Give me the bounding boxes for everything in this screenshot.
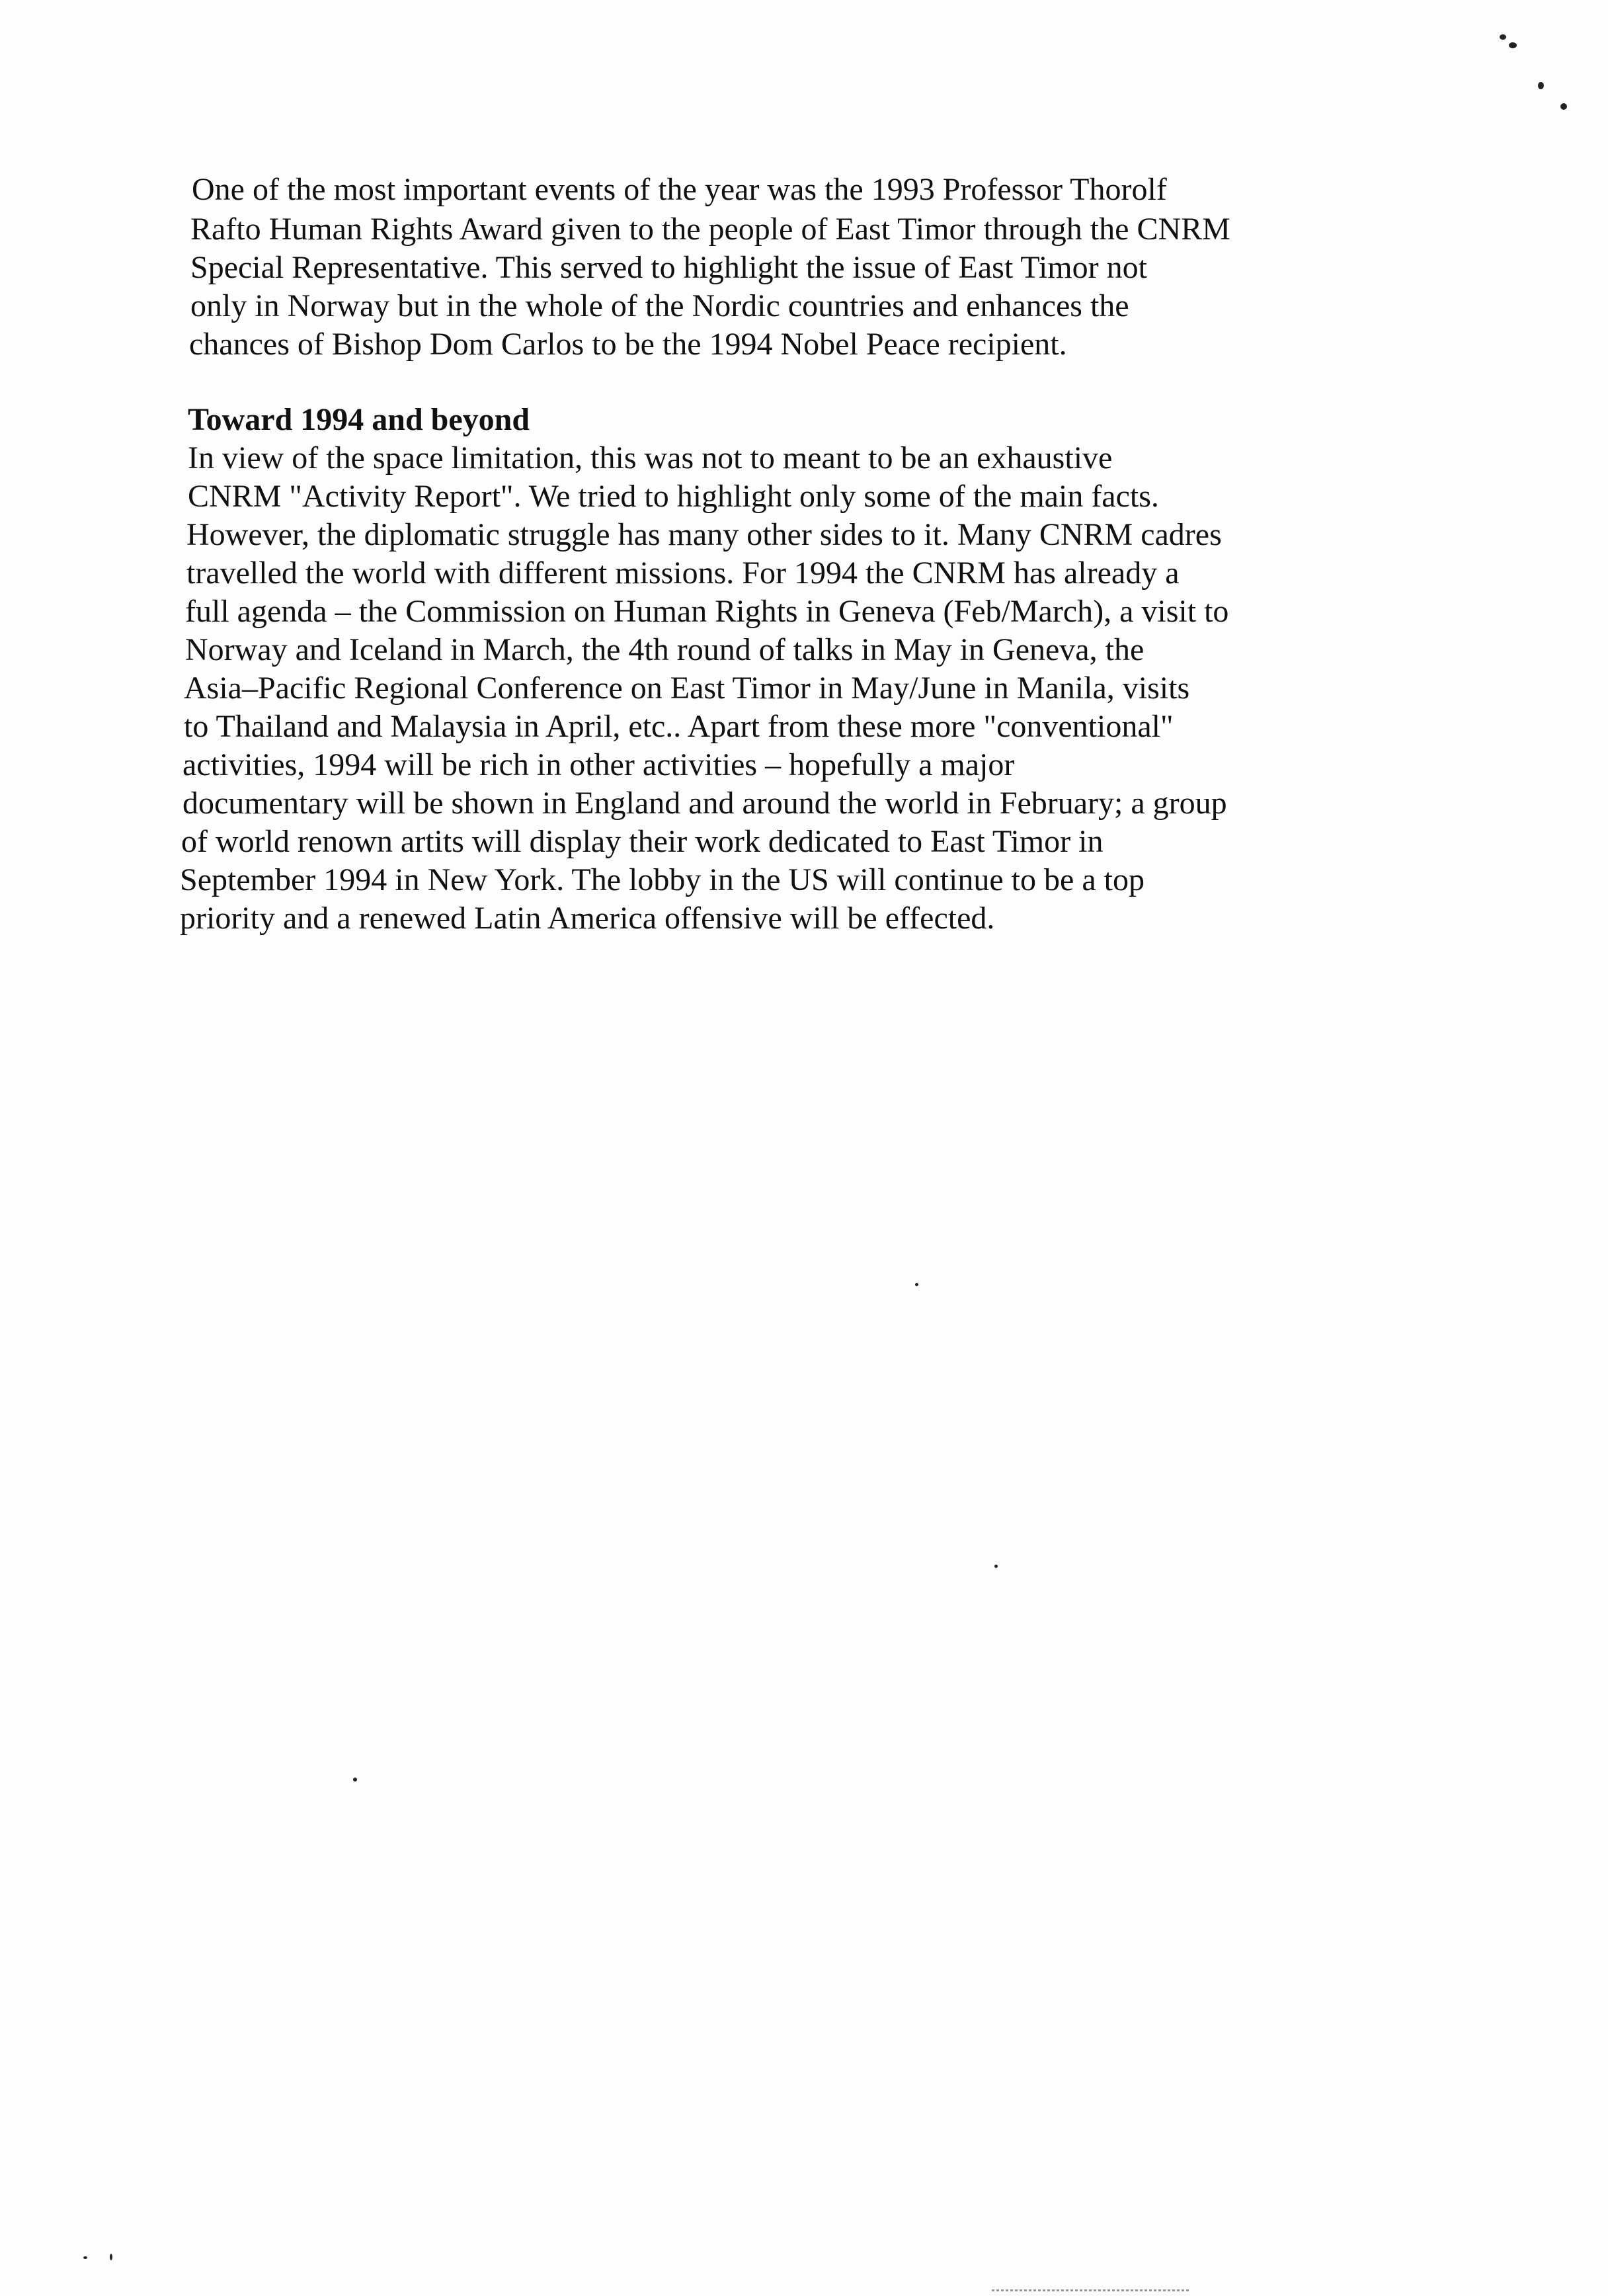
scan-speck (83, 2256, 87, 2259)
section2-line-3: However, the diplomatic struggle has many other sides to it. Many CNRM cadres (186, 517, 1222, 552)
section2-line-2: CNRM "Activity Report". We tried to highlight only some of the main facts. (188, 479, 1159, 514)
paragraph1-line-2: Rafto Human Rights Award given to the people of East Timor through the CNRM (190, 212, 1230, 247)
scan-speck (1500, 34, 1506, 40)
scan-speck (1538, 82, 1544, 89)
paragraph1-line-5: chances of Bishop Dom Carlos to be the 1994 Nobel Peace recipient. (189, 327, 1067, 362)
section2-line-6: Norway and Iceland in March, the 4th round of talks in May in Geneva, the (185, 632, 1145, 667)
section2-line-4: travelled the world with different missions. For 1994 the CNRM has already a (186, 555, 1180, 591)
paragraph1-line-1: One of the most important events of the year was the 1993 Professor Thorolf (192, 172, 1167, 207)
section2-line-11: of world renown artits will display their work dedicated to East Timor in (181, 824, 1104, 859)
section2-line-13: priority and a renewed Latin America offensive will be effected. (180, 901, 995, 936)
section2-line-9: activities, 1994 will be rich in other activities – hopefully a major (182, 747, 1015, 782)
scan-speck (1509, 42, 1517, 48)
section2-line-12: September 1994 in New York. The lobby in the US will continue to be a top (180, 862, 1145, 897)
scan-speck (353, 1778, 357, 1782)
section-heading: Toward 1994 and beyond (188, 402, 530, 437)
section2-line-8: to Thailand and Malaysia in April, etc.. Apart from these more "conventional" (184, 709, 1174, 744)
paragraph1-line-3: Special Representative. This served to highlight the issue of East Timor not (190, 250, 1147, 285)
scan-speck (994, 1565, 998, 1568)
section2-line-7: Asia–Pacific Regional Conference on East Timor in May/June in Manila, visits (184, 671, 1190, 706)
section2-line-10: documentary will be shown in England and around the world in February; a group (182, 786, 1227, 821)
section2-line-5: full agenda – the Commission on Human Rights in Geneva (Feb/March), a visit to (185, 594, 1229, 629)
scan-speck (1560, 103, 1567, 110)
section2-line-1: In view of the space limitation, this was not to meant to be an exhaustive (188, 440, 1113, 475)
paragraph1-line-4: only in Norway but in the whole of the Nordic countries and enhances the (190, 288, 1129, 323)
scan-speck (110, 2254, 112, 2260)
scan-speck (915, 1283, 918, 1286)
scan-edge-mark (992, 2289, 1190, 2291)
